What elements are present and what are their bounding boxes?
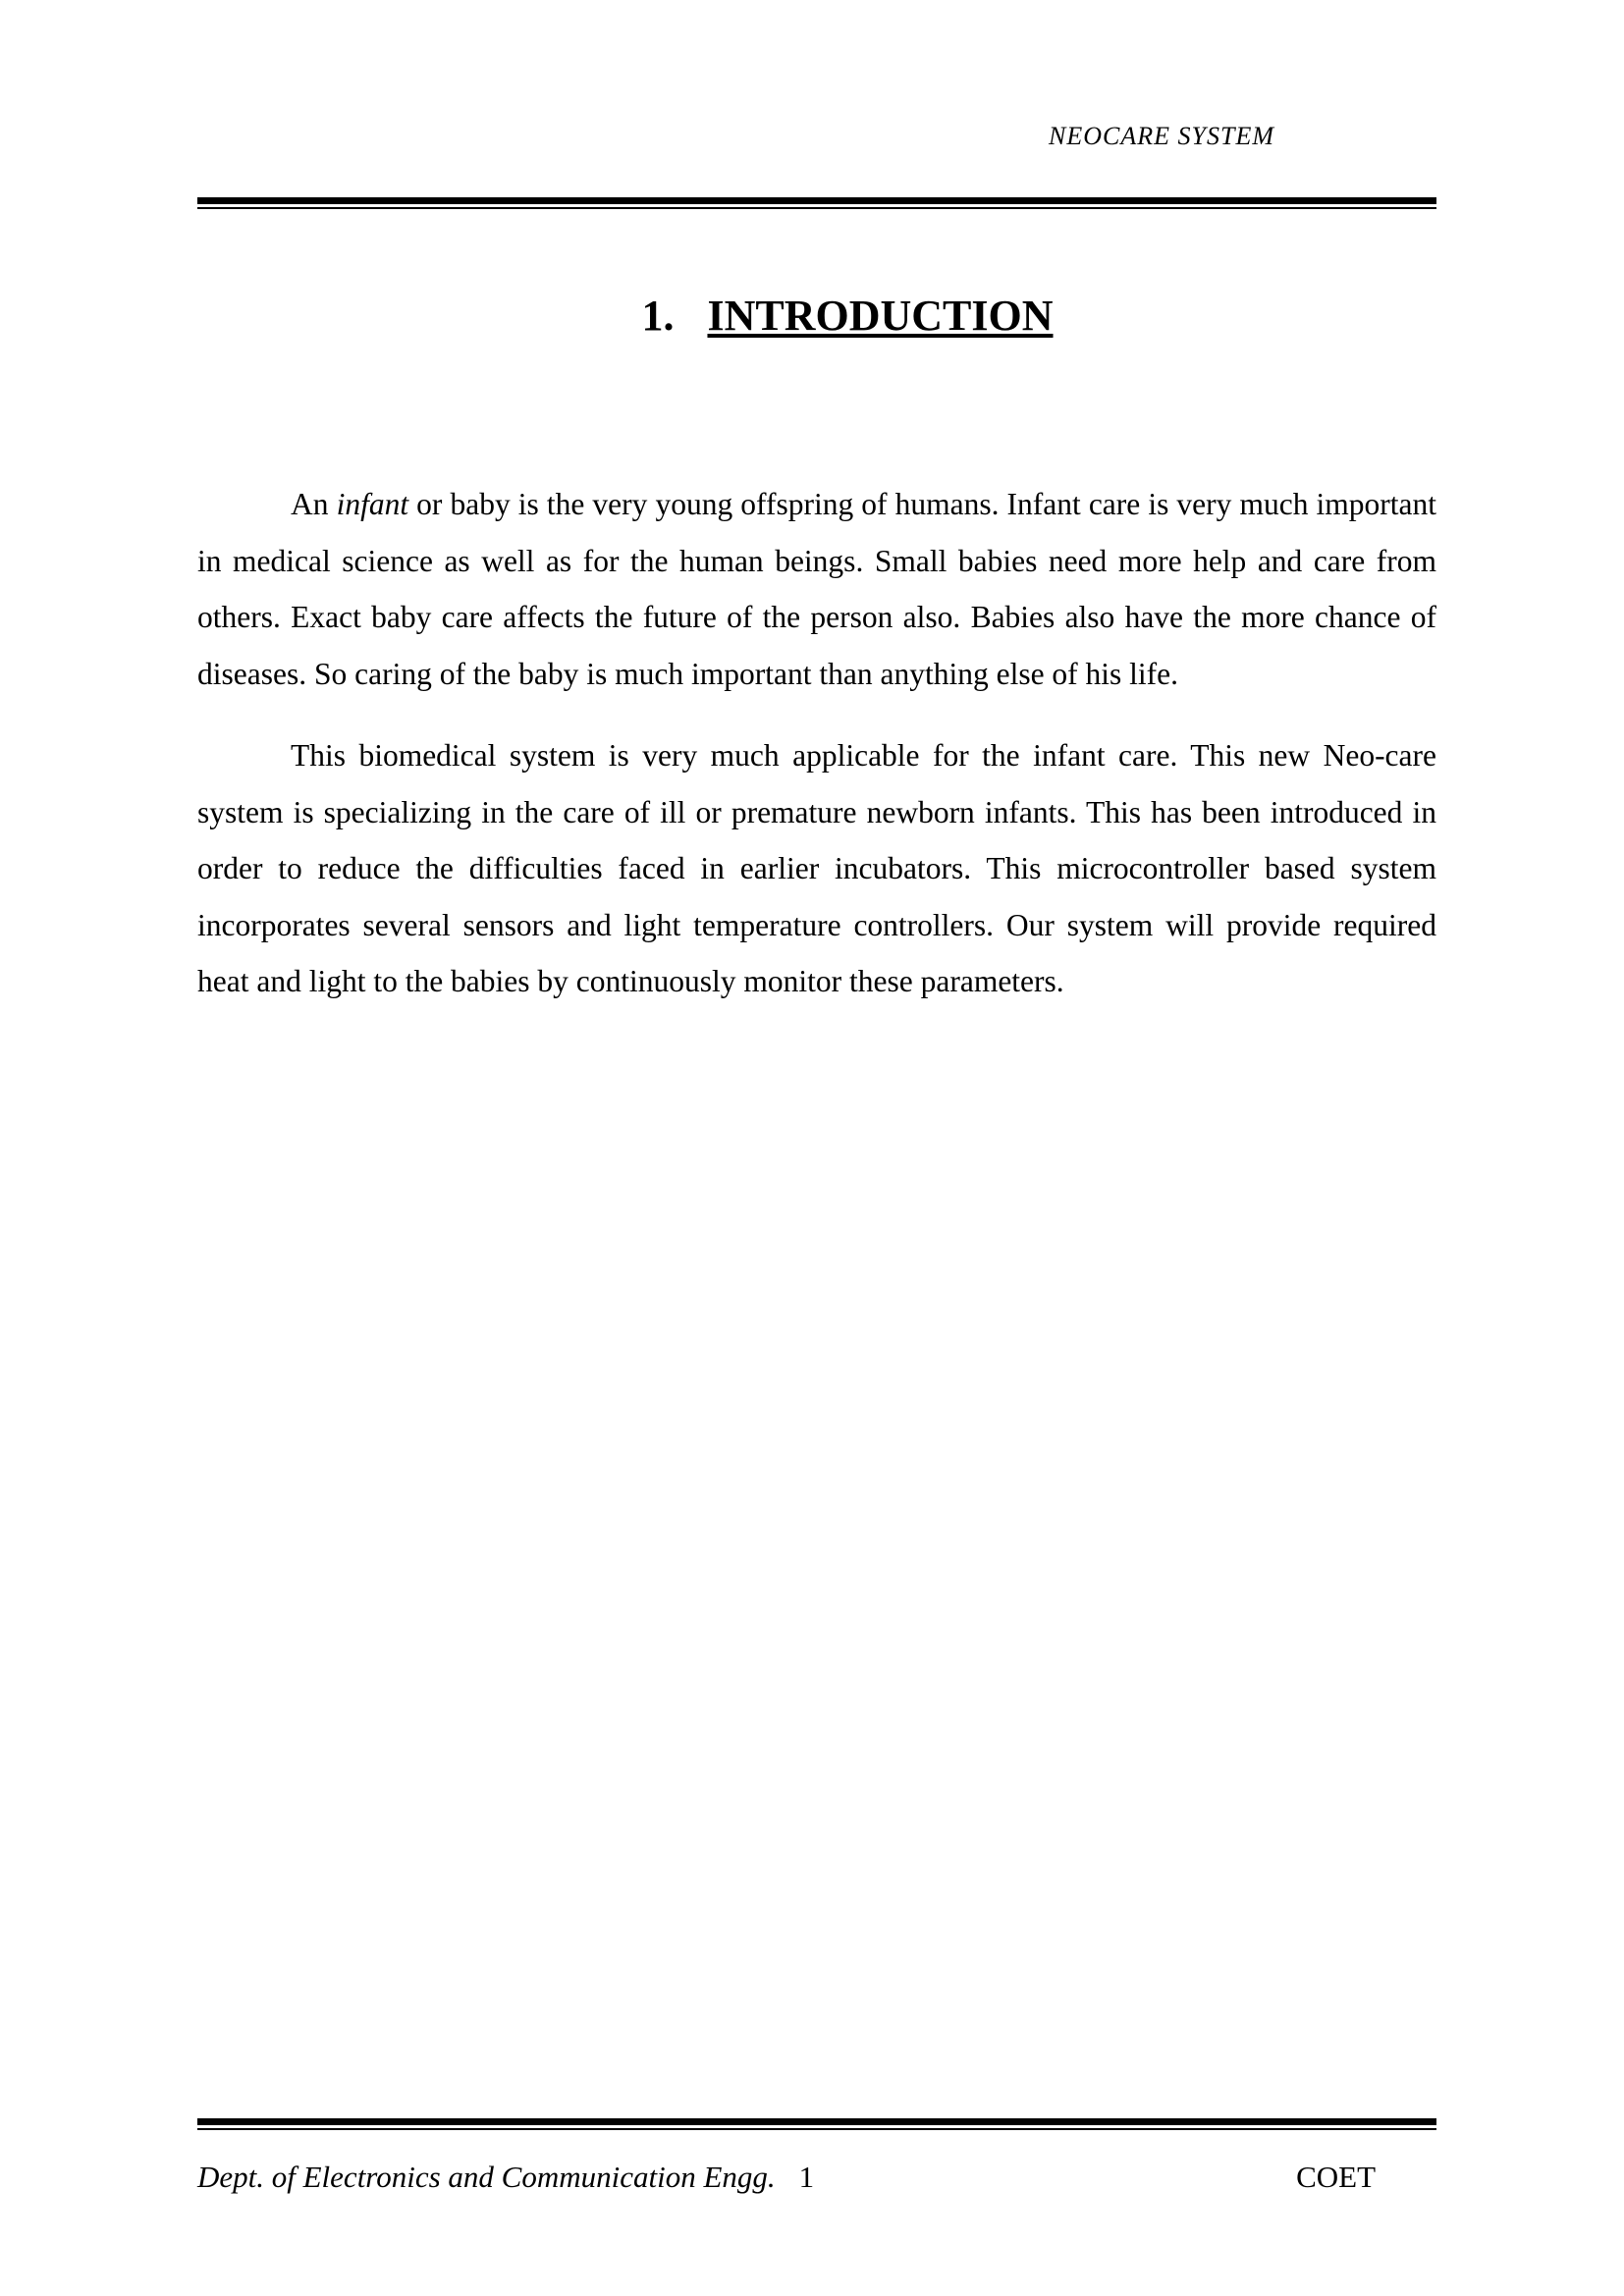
paragraph-1-after: or baby is the very young offspring of humans. Infant care is very much important in medical science as well as for the human beings. Small babies need more help and care from others. Exact baby care affects the future of the person also. Babies also have the more chance of diseases. So caring of the baby is much important than anything else of his life. <box>197 487 1436 691</box>
footer-rule-thick <box>197 2118 1436 2125</box>
chapter-heading <box>0 291 1624 341</box>
header-rule-thin <box>197 207 1436 209</box>
footer-college: COET <box>1296 2160 1376 2194</box>
footer-rule <box>197 2118 1436 2130</box>
header-rule-thick <box>197 197 1436 204</box>
paragraph-1-emphasis: infant <box>336 487 409 521</box>
footer-rule-thin <box>197 2128 1436 2130</box>
chapter-title: INTRODUCTION <box>707 292 1054 340</box>
paragraph-1 <box>197 476 1436 702</box>
paragraph-2: This biomedical system is very much applicable for the infant care. This new Neo-care system is specializing in the care of ill or premature newborn infants. This has been introduced in order to reduce the difficulties faced in earlier incubators. This microcontroller based system incorporates several sensors and light temperature controllers. Our system will provide required heat and light to the babies by continuously monitor these parameters. <box>197 738 1436 998</box>
body-text <box>197 476 1436 1036</box>
running-head-title: NEOCARE SYSTEM <box>1049 122 1274 150</box>
chapter-number: 1. <box>641 292 675 340</box>
paragraph-1-before: An <box>291 487 337 521</box>
header-rule <box>197 197 1436 209</box>
page-footer <box>197 2160 1436 2195</box>
footer-department: Dept. of Electronics and Communication Engg. <box>197 2160 776 2194</box>
footer-page-number: 1 <box>798 2160 815 2194</box>
